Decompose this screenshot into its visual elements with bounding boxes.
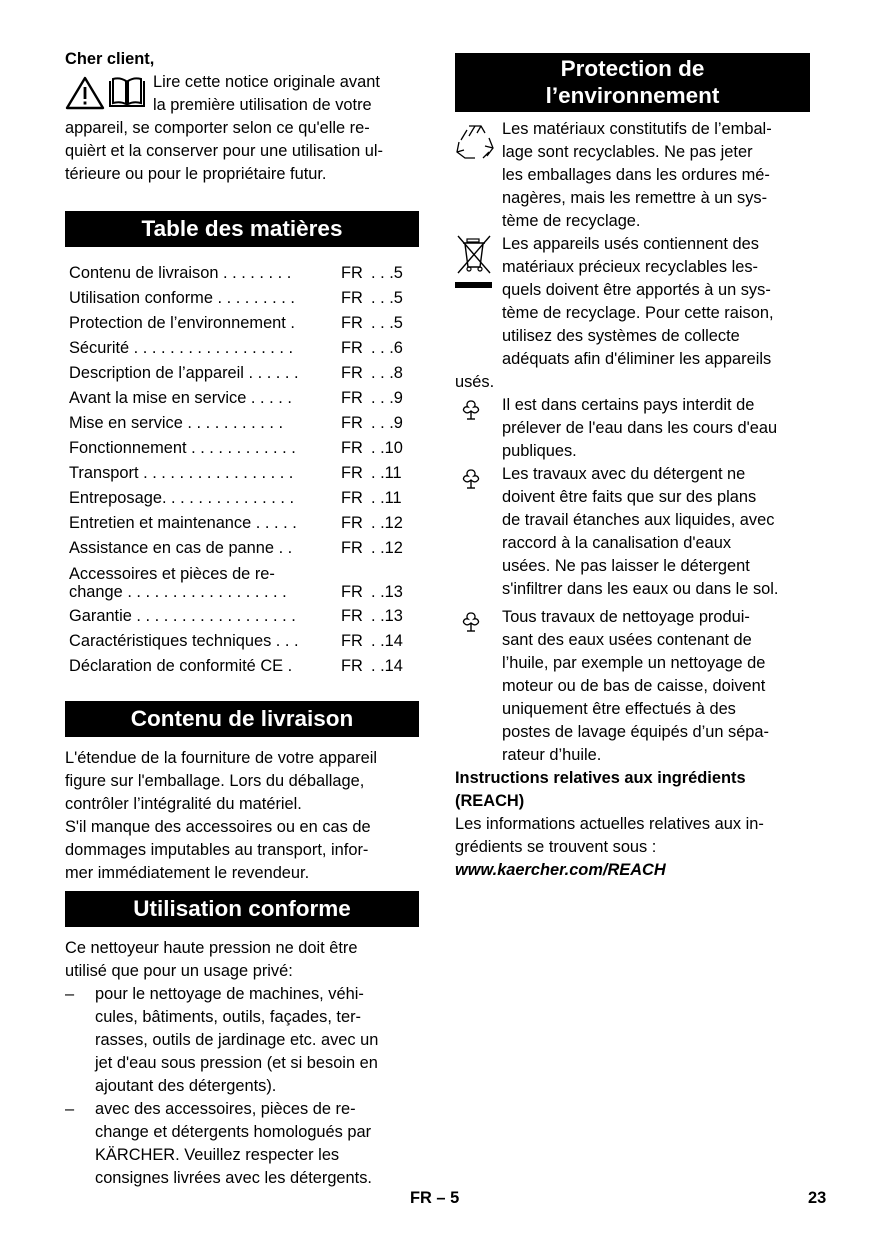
left-column	[65, 48, 419, 1190]
list-item-line: pour le nettoyage de machines, véhi-	[95, 985, 364, 1003]
table-of-contents	[65, 261, 419, 679]
toc-item[interactable]	[69, 336, 419, 361]
list-item-line: rasses, outils de jardinage etc. avec un	[95, 1031, 379, 1049]
toc-item-lang: FR	[341, 583, 363, 601]
toc-item-label: Déclaration de conformité CE .	[69, 657, 293, 675]
toc-item-page: . . .9	[371, 414, 403, 432]
toc-item-lang: FR	[341, 464, 363, 482]
env-line: utilisez des systèmes de collecte	[502, 327, 740, 345]
toc-item-lang: FR	[341, 632, 363, 650]
intro-line-2: la première utilisation de votre	[153, 96, 372, 114]
toc-item-page: . .13	[371, 583, 403, 601]
env-line: Les travaux avec du détergent ne	[502, 465, 746, 483]
list-item-line: ajoutant des détergents).	[95, 1077, 277, 1095]
environment-heading-line-1: Protection de	[560, 56, 705, 81]
toc-item-label: Contenu de livraison . . . . . . . .	[69, 264, 292, 282]
env-line: uniquement être effectués à des	[502, 700, 736, 718]
env-line: s'infiltrer dans les eaux ou dans le sol.	[502, 580, 779, 598]
contenu-line: contrôler l’intégralité du matériel.	[65, 795, 302, 813]
greeting: Cher client,	[65, 50, 155, 68]
footer-page-number: 23	[808, 1189, 827, 1207]
env-line: prélever de l'eau dans les cours d'eau	[502, 419, 778, 437]
toc-item-page: . .12	[371, 514, 403, 532]
toc-item[interactable]	[69, 565, 419, 601]
toc-item-label: Sécurité . . . . . . . . . . . . . . . . . .	[69, 339, 294, 357]
toc-item-label-line-1: Accessoires et pièces de re-	[69, 565, 275, 583]
warning-triangle-icon	[65, 76, 105, 110]
toc-item-page: . .14	[371, 657, 403, 675]
toc-item[interactable]	[69, 361, 419, 386]
toc-item-lang: FR	[341, 489, 363, 507]
toc-item-lang: FR	[341, 514, 363, 532]
toc-item-page: . .10	[371, 439, 403, 457]
toc-item-label: Mise en service . . . . . . . . . . .	[69, 414, 284, 432]
contenu-line: L'étendue de la fourniture de votre appareil	[65, 749, 378, 767]
list-item-line: consignes livrées avec les détergents.	[95, 1169, 372, 1187]
env-line: rateur d’huile.	[502, 746, 602, 764]
env-line: les emballages dans les ordures mé-	[502, 166, 770, 184]
list-item-line: jet d'eau sous pression (et si besoin en	[95, 1054, 378, 1072]
env-line: raccord à la canalisation d'eaux	[502, 534, 732, 552]
toc-item[interactable]	[69, 436, 419, 461]
recycle-icon	[455, 122, 495, 162]
toc-item[interactable]	[69, 286, 419, 311]
toc-item-page: . . .8	[371, 364, 403, 382]
warning-icons	[65, 76, 147, 110]
env-line: nagères, mais les remettre à un sys-	[502, 189, 768, 207]
contenu-heading: Contenu de livraison	[65, 701, 419, 737]
toc-item-label: Protection de l’environnement .	[69, 314, 295, 332]
toc-item-label-line-2: change . . . . . . . . . . . . . . . . . .	[69, 583, 287, 601]
contenu-line: S'il manque des accessoires ou en cas de	[65, 818, 371, 836]
utilisation-heading: Utilisation conforme	[65, 891, 419, 927]
env-line: lage sont recyclables. Ne pas jeter	[502, 143, 753, 161]
reach-section	[455, 767, 810, 882]
toc-item-page: . .11	[371, 489, 402, 507]
intro-line-1: Lire cette notice originale avant	[153, 73, 380, 91]
tree-icon	[457, 610, 485, 634]
environment-heading	[455, 53, 810, 112]
env-line: sant des eaux usées contenant de	[502, 631, 752, 649]
toc-item-label: Garantie . . . . . . . . . . . . . . . . . .	[69, 607, 296, 625]
toc-item-label: Assistance en cas de panne . .	[69, 539, 293, 557]
right-column	[455, 53, 810, 882]
toc-item-label: Description de l’appareil . . . . . .	[69, 364, 299, 382]
contenu-body	[65, 747, 419, 885]
toc-item-label: Transport . . . . . . . . . . . . . . . . .	[69, 464, 294, 482]
env-line: publiques.	[502, 442, 577, 460]
toc-item-lang: FR	[341, 339, 363, 357]
toc-item-label: Entreposage. . . . . . . . . . . . . . .	[69, 489, 295, 507]
tree-icon	[457, 398, 485, 422]
toc-item-label	[69, 565, 331, 601]
toc-item[interactable]	[69, 261, 419, 286]
env-item-weee	[455, 233, 810, 371]
toc-item-page: . . .5	[371, 314, 403, 332]
env-line: Les matériaux constitutifs de l’embal-	[502, 120, 772, 138]
toc-item-lang: FR	[341, 389, 363, 407]
env-line: doivent être faits que sur des plans	[502, 488, 757, 506]
intro-section	[65, 48, 419, 186]
contenu-line: figure sur l'emballage. Lors du déballage,	[65, 772, 365, 790]
env-item-water	[455, 394, 810, 463]
toc-item-lang: FR	[341, 539, 363, 557]
toc-item[interactable]	[69, 511, 419, 536]
toc-item-lang: FR	[341, 264, 363, 282]
contenu-line: dommages imputables au transport, infor-	[65, 841, 369, 859]
toc-item-lang: FR	[341, 414, 363, 432]
reach-line-2: grédients se trouvent sous :	[455, 838, 657, 856]
intro-line-4: quièrt et la conserver pour une utilisation ul-	[65, 142, 383, 160]
list-item-line: avec des accessoires, pièces de re-	[95, 1100, 356, 1118]
toc-item-label: Entretien et maintenance . . . . .	[69, 514, 297, 532]
env-line: Il est dans certains pays interdit de	[502, 396, 755, 414]
toc-item-label: Utilisation conforme . . . . . . . . .	[69, 289, 295, 307]
toc-item-page: . . .5	[371, 264, 403, 282]
footer-section-label: FR – 5	[410, 1189, 460, 1207]
environment-body	[455, 118, 810, 767]
env-line: matériaux précieux recyclables les-	[502, 258, 758, 276]
env-item-packaging	[455, 118, 810, 233]
env-line: l’huile, par exemple un nettoyage de	[502, 654, 766, 672]
env-line: Les appareils usés contiennent des	[502, 235, 759, 253]
toc-item[interactable]	[69, 461, 419, 486]
manual-book-icon	[107, 76, 147, 110]
utilisation-body	[65, 937, 419, 1190]
intro-line-3: appareil, se comporter selon ce qu'elle re-	[65, 119, 370, 137]
toc-item-label: Caractéristiques techniques . . .	[69, 632, 299, 650]
toc-item-page: . .13	[371, 607, 403, 625]
toc-item-page: . . .9	[371, 389, 403, 407]
list-item	[65, 1098, 419, 1190]
toc-item-lang: FR	[341, 314, 363, 332]
env-line: tème de recyclage.	[502, 212, 641, 230]
list-item	[65, 983, 419, 1098]
env-item-oil	[455, 606, 810, 767]
toc-item-label: Fonctionnement . . . . . . . . . . . .	[69, 439, 296, 457]
env-line: postes de lavage équipés d’un sépa-	[502, 723, 769, 741]
toc-item-page: . . .6	[371, 339, 403, 357]
toc-item-label: Avant la mise en service . . . . .	[69, 389, 292, 407]
toc-item[interactable]	[69, 411, 419, 436]
toc-item-page: . .14	[371, 632, 403, 650]
env-line: moteur ou de bas de caisse, doivent	[502, 677, 766, 695]
env-line: tème de recyclage. Pour cette raison,	[502, 304, 774, 322]
crossed-bin-icon	[455, 233, 495, 293]
toc-item-page: . .11	[371, 464, 402, 482]
utilisation-intro-line: utilisé que pour un usage privé:	[65, 962, 293, 980]
env-item-detergent	[455, 463, 810, 601]
toc-item[interactable]	[69, 629, 419, 654]
toc-item-page: . . .5	[371, 289, 403, 307]
dash-bullet: –	[65, 985, 75, 1003]
toc-item-lang: FR	[341, 364, 363, 382]
toc-item-lang: FR	[341, 607, 363, 625]
toc-item[interactable]	[69, 311, 419, 336]
intro-line-5: térieure ou pour le propriétaire futur.	[65, 165, 327, 183]
contenu-line: mer immédiatement le revendeur.	[65, 864, 310, 882]
toc-heading: Table des matières	[65, 211, 419, 247]
utilisation-intro-line: Ce nettoyeur haute pression ne doit être	[65, 939, 358, 957]
toc-item-lang: FR	[341, 289, 363, 307]
reach-url-link[interactable]: www.kaercher.com/REACH	[455, 861, 666, 879]
toc-item-page: . .12	[371, 539, 403, 557]
environment-heading-line-2: l’environnement	[545, 83, 720, 108]
env-line: de travail étanches aux liquides, avec	[502, 511, 775, 529]
env-line: quels doivent être apportés à un sys-	[502, 281, 771, 299]
toc-item-lang: FR	[341, 439, 363, 457]
toc-item[interactable]	[69, 536, 419, 561]
list-item-line: change et détergents homologués par	[95, 1123, 372, 1141]
tree-icon	[457, 467, 485, 491]
reach-line-1: Les informations actuelles relatives aux in-	[455, 815, 764, 833]
toc-item[interactable]	[69, 386, 419, 411]
dash-bullet: –	[65, 1100, 75, 1118]
env-line: usées. Ne pas laisser le détergent	[502, 557, 750, 575]
reach-title-line-1: Instructions relatives aux ingrédients	[455, 769, 746, 787]
list-item-line: cules, bâtiments, outils, façades, ter-	[95, 1008, 362, 1026]
env-line-overflow: usés.	[455, 373, 495, 391]
env-line: Tous travaux de nettoyage produi-	[502, 608, 750, 626]
toc-item[interactable]	[69, 654, 419, 679]
toc-item-lang: FR	[341, 657, 363, 675]
list-item-line: KÄRCHER. Veuillez respecter les	[95, 1146, 340, 1164]
toc-item[interactable]	[69, 604, 419, 629]
toc-item[interactable]	[69, 486, 419, 511]
reach-title-line-2: (REACH)	[455, 792, 525, 810]
env-line: adéquats afin d'éliminer les appareils	[502, 350, 772, 368]
